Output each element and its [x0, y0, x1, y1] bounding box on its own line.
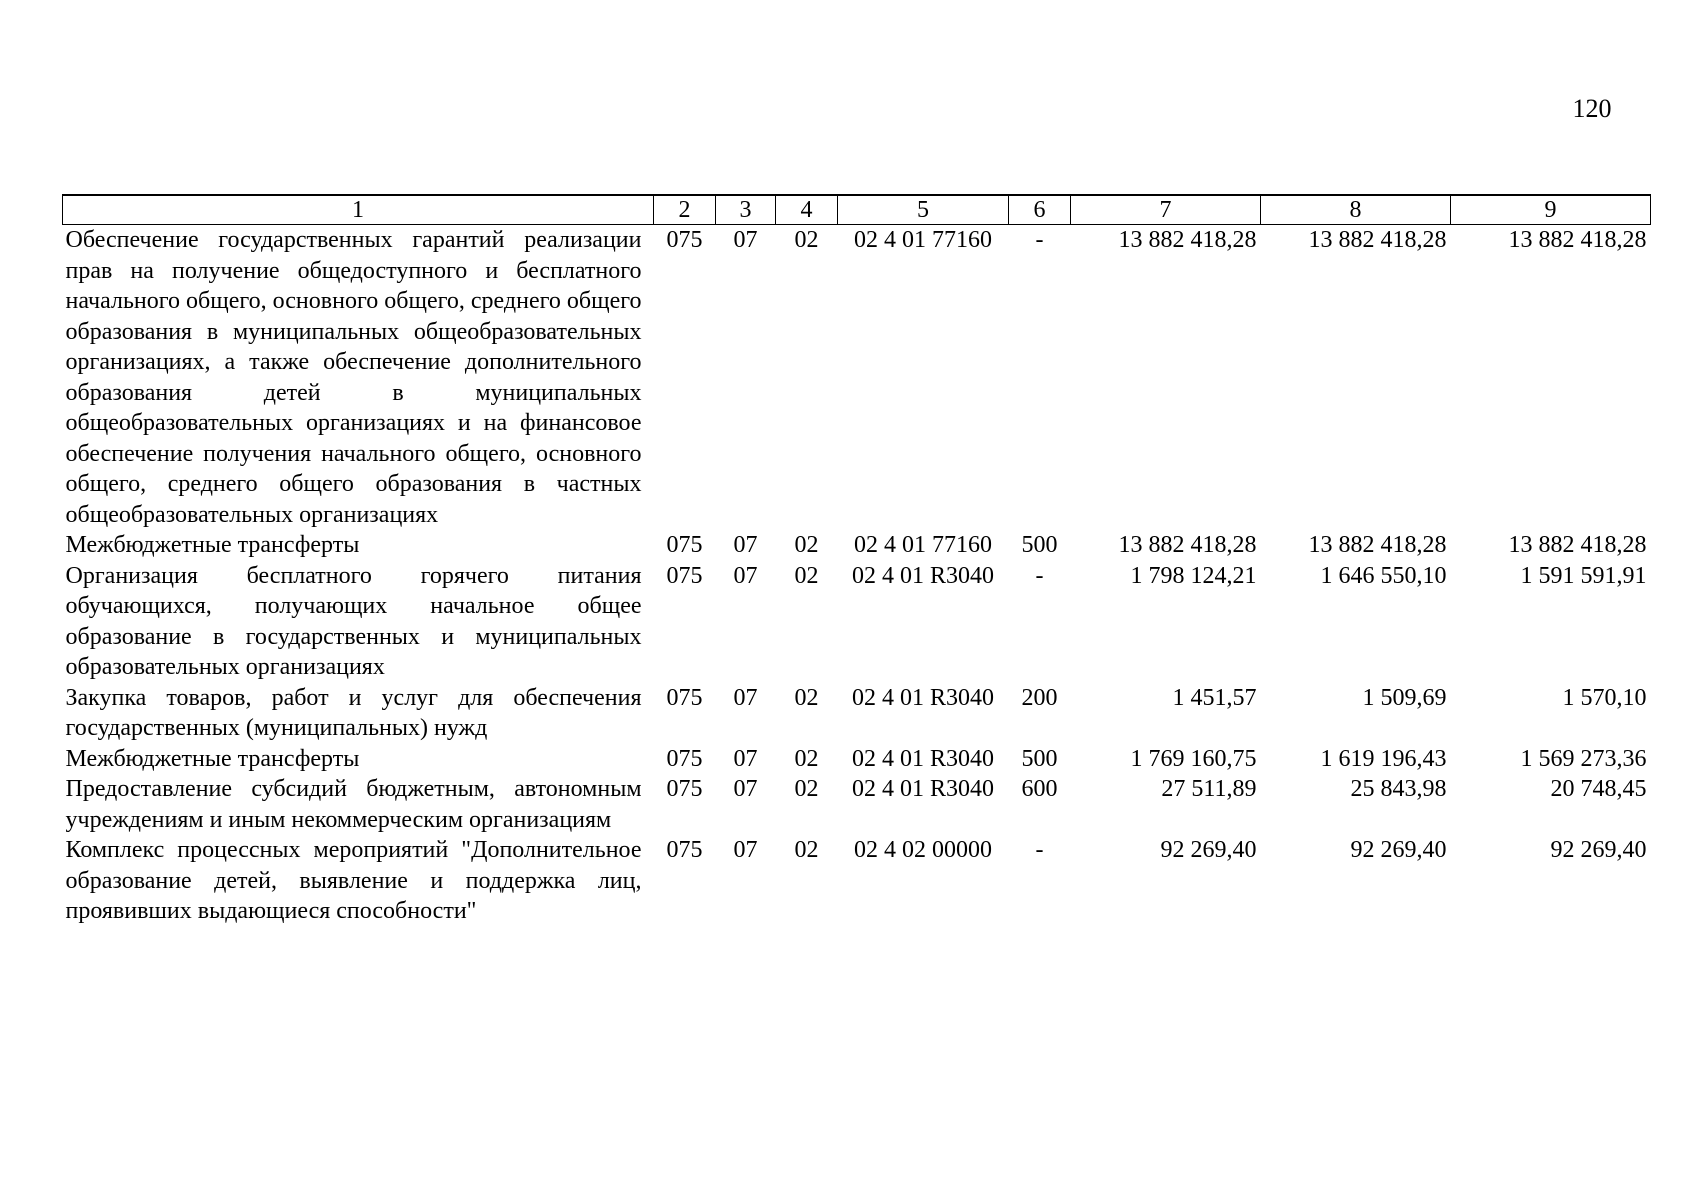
row-subsection: 02: [794, 227, 819, 253]
row-target-article: 02 4 01 77160: [854, 532, 992, 558]
row-amount-year2: 25 843,98: [1350, 776, 1447, 802]
row-expense-type: -: [1035, 837, 1044, 863]
row-section: 07: [733, 684, 758, 711]
row-grbs: 075: [666, 776, 703, 802]
row-name: Организация бесплатного горячего питания обучающихся, получающих начальное общее образование в государственных и муниципальных образовательных организациях: [65, 562, 642, 680]
row-grbs: 075: [666, 745, 703, 772]
column-header: 9: [1451, 195, 1651, 225]
row-target-article: 02 4 01 R3040: [851, 684, 994, 711]
row-section: 07: [733, 562, 758, 589]
row-amount-year1: 1 451,57: [1172, 684, 1257, 711]
row-expense-type: 500: [1021, 532, 1058, 558]
row-amount-year2: 1 509,69: [1362, 684, 1447, 711]
row-name: Межбюджетные трансферты: [65, 532, 360, 558]
row-amount-year1: 92 269,40: [1160, 837, 1257, 863]
table-row: [63, 225, 1651, 531]
row-grbs: 075: [666, 532, 703, 558]
column-header: 4: [776, 195, 838, 225]
row-subsection: 02: [794, 532, 819, 558]
row-amount-year3: 1 591 591,91: [1520, 562, 1647, 589]
page-number: 120: [1572, 94, 1612, 123]
row-section: 07: [733, 227, 758, 253]
budget-table: [62, 194, 1651, 927]
row-target-article: 02 4 01 R3040: [851, 745, 994, 772]
row-amount-year3: 1 569 273,36: [1520, 745, 1647, 772]
row-expense-type: 600: [1021, 776, 1058, 802]
row-target-article: 02 4 01 R3040: [851, 562, 994, 589]
row-amount-year3: 92 269,40: [1550, 837, 1647, 863]
table-row: [63, 835, 1651, 927]
row-target-article: 02 4 01 77160: [854, 227, 992, 253]
row-amount-year3: 13 882 418,28: [1508, 227, 1647, 253]
column-header: 2: [654, 195, 716, 225]
table-row: [63, 530, 1651, 561]
row-amount-year1: 1 769 160,75: [1130, 745, 1257, 772]
row-name: Межбюджетные трансферты: [65, 745, 360, 772]
row-amount-year3: 13 882 418,28: [1508, 532, 1647, 558]
row-amount-year2: 13 882 418,28: [1308, 227, 1447, 253]
row-expense-type: 500: [1021, 745, 1058, 772]
row-amount-year3: 20 748,45: [1550, 776, 1647, 802]
table-row: [63, 774, 1651, 835]
row-expense-type: -: [1035, 227, 1044, 253]
row-subsection: 02: [794, 684, 819, 711]
row-grbs: 075: [666, 837, 703, 863]
table-row: [63, 561, 1651, 683]
row-grbs: 075: [666, 227, 703, 253]
row-subsection: 02: [794, 745, 819, 772]
row-amount-year1: 1 798 124,21: [1130, 562, 1257, 589]
table-row: [63, 683, 1651, 744]
row-amount-year2: 92 269,40: [1350, 837, 1447, 863]
row-name: Закупка товаров, работ и услуг для обеспечения государственных (муниципальных) нужд: [65, 684, 642, 741]
row-section: 07: [733, 837, 758, 863]
row-section: 07: [733, 532, 758, 558]
row-expense-type: -: [1035, 562, 1044, 589]
column-header: 8: [1261, 195, 1451, 225]
column-header: 7: [1071, 195, 1261, 225]
row-grbs: 075: [666, 684, 703, 711]
row-amount-year2: 1 646 550,10: [1320, 562, 1447, 589]
row-subsection: 02: [794, 562, 819, 589]
row-target-article: 02 4 01 R3040: [851, 776, 994, 802]
row-section: 07: [733, 745, 758, 772]
row-amount-year2: 13 882 418,28: [1308, 532, 1447, 558]
column-header: 3: [716, 195, 776, 225]
row-target-article: 02 4 02 00000: [854, 837, 992, 863]
column-header: 6: [1009, 195, 1071, 225]
row-name: Комплекс процессных мероприятий "Дополнительное образование детей, выявление и поддержка лиц, проявивших выдающиеся способности": [65, 837, 642, 924]
row-grbs: 075: [666, 562, 703, 589]
row-subsection: 02: [794, 837, 819, 863]
row-subsection: 02: [794, 776, 819, 802]
row-amount-year1: 13 882 418,28: [1118, 227, 1257, 253]
row-amount-year1: 13 882 418,28: [1118, 532, 1257, 558]
row-name: Обеспечение государственных гарантий реализации прав на получение общедоступного и бесплатного начального общего, основного общего, среднего общего образования в муниципальных общеобразовательных организациях, а также обеспечение дополнительного образования детей в муниципальных общеобразовательных организациях и на финансовое обеспечение получения начального общего, основного общего, среднего общего образования в частных общеобразовательных организациях: [65, 227, 642, 528]
table-row: [63, 744, 1651, 775]
row-amount-year2: 1 619 196,43: [1320, 745, 1447, 772]
row-name: Предоставление субсидий бюджетным, автономным учреждениям и иным некоммерческим организациям: [65, 776, 642, 833]
row-amount-year1: 27 511,89: [1161, 776, 1257, 802]
column-header: 5: [838, 195, 1009, 225]
row-amount-year3: 1 570,10: [1562, 684, 1647, 711]
table-header-row: [63, 195, 1651, 225]
column-header: 1: [63, 195, 654, 225]
row-section: 07: [733, 776, 758, 802]
row-expense-type: 200: [1021, 684, 1058, 711]
